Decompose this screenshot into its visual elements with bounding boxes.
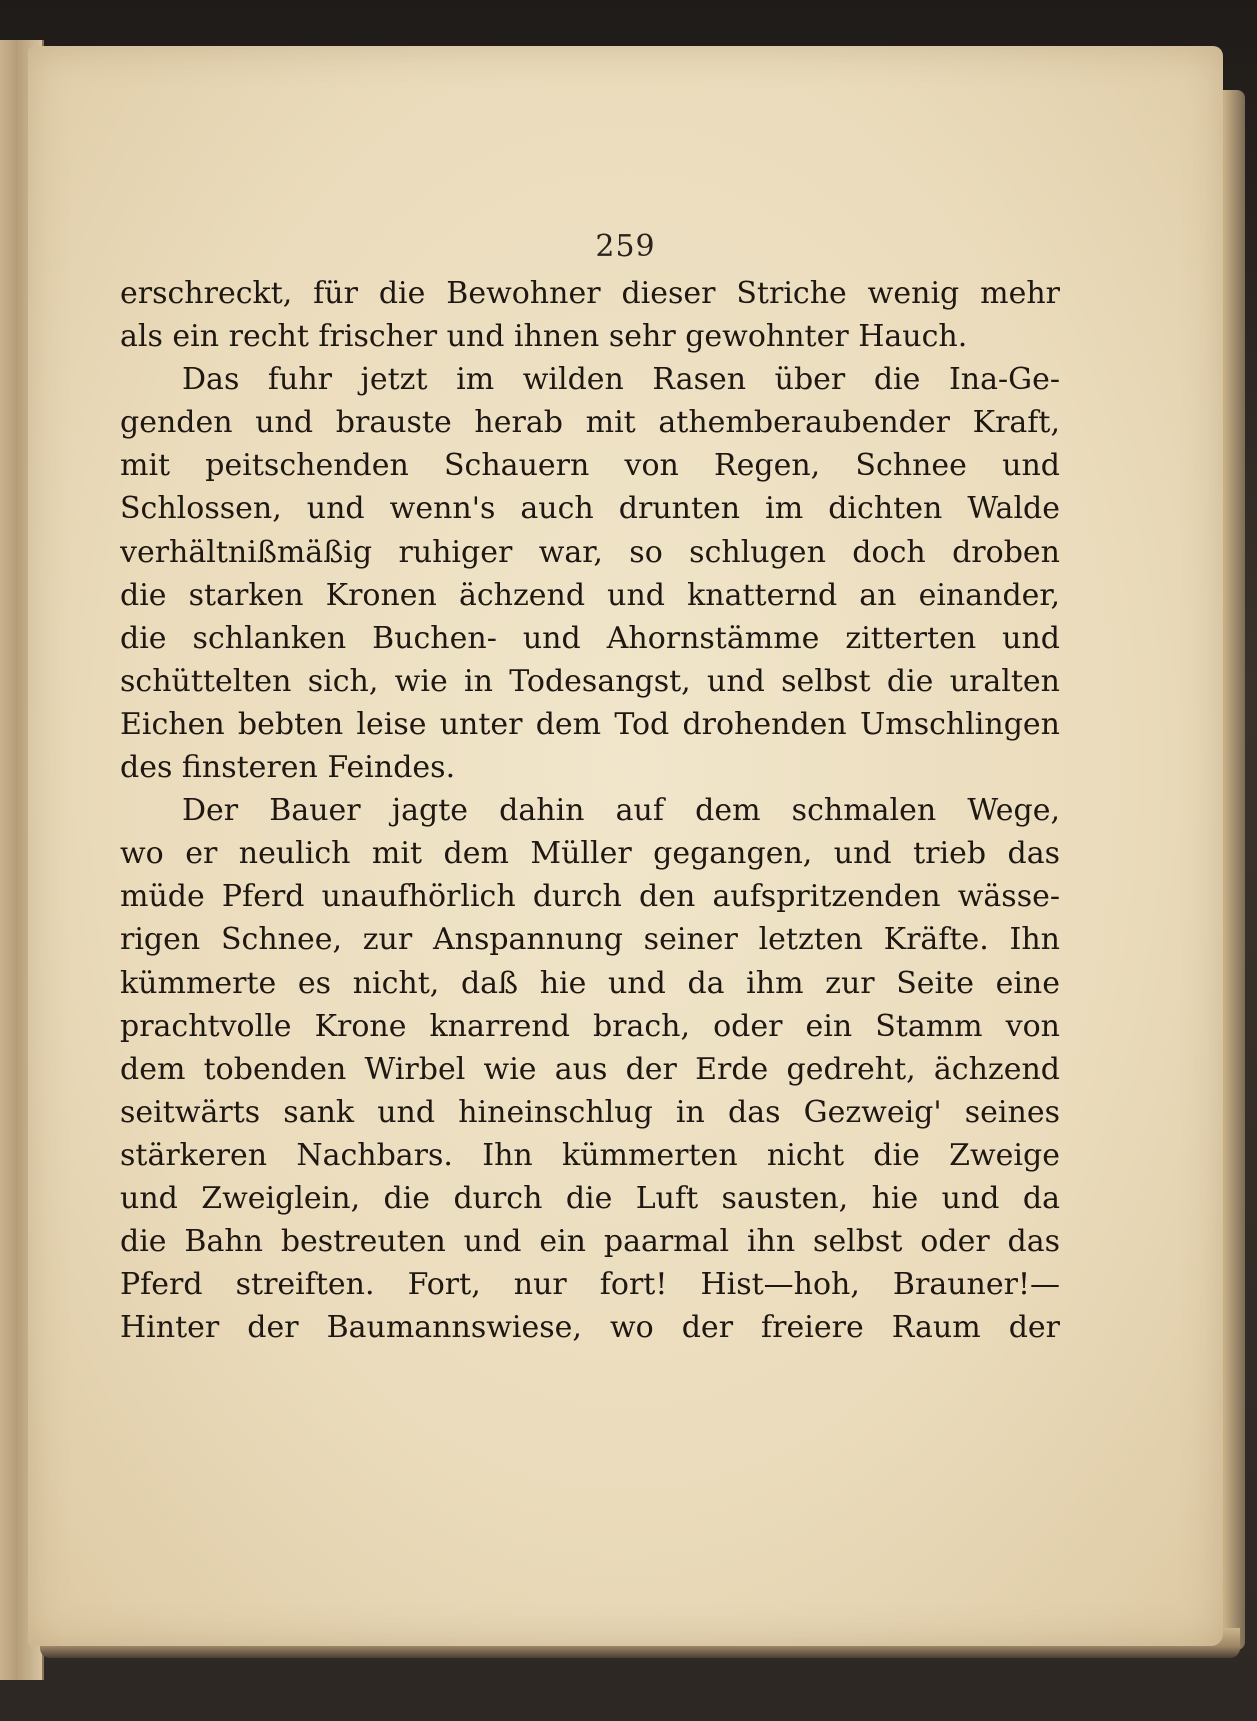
text-line: wo er neulich mit dem Müller gegangen, und trieb das: [120, 836, 1060, 872]
text-line: dem tobenden Wirbel wie aus der Erde gedreht, ächzend: [120, 1051, 1060, 1087]
body-text: [120, 272, 1060, 1349]
text-line: als ein recht frischer und ihnen sehr gewohnter Hauch.: [120, 319, 968, 355]
text-line: Schlossen, und wenn's auch drunten im dichten Walde: [120, 491, 1060, 527]
text-line: Der Bauer jagte dahin auf dem schmalen Wege,: [182, 793, 1060, 829]
text-line: die schlanken Buchen- und Ahornstämme zitterten und: [120, 620, 1060, 656]
text-line: erschreckt, für die Bewohner dieser Striche wenig mehr: [120, 276, 1060, 311]
text-line: müde Pferd unaufhörlich durch den aufspritzenden wässe-: [120, 879, 1060, 915]
text-line: die Bahn bestreuten und ein paarmal ihn selbst oder das: [120, 1224, 1060, 1260]
text-line: genden und brauste herab mit athemberaubender Kraft,: [120, 405, 1060, 441]
text-line: und Zweiglein, die durch die Luft sausten, hie und da: [120, 1180, 1060, 1216]
text-line: des finsteren Feindes.: [120, 750, 456, 786]
text-line: verhältnißmäßig ruhiger war, so schlugen doch droben: [120, 534, 1060, 570]
text-line: Das fuhr jetzt im wilden Rasen über die Ina-Ge-: [182, 362, 1060, 398]
text-line: seitwärts sank und hineinschlug in das Gezweig' seines: [120, 1094, 1060, 1130]
text-line: schüttelten sich, wie in Todesangst, und selbst die uralten: [120, 663, 1060, 699]
text-line: mit peitschenden Schauern von Regen, Schnee und: [120, 448, 1060, 484]
text-line: Pferd streiften. Fort, nur fort! Hist—hoh, Brauner!—: [120, 1267, 1060, 1303]
text-line: stärkeren Nachbars. Ihn kümmerten nicht die Zweige: [120, 1137, 1060, 1173]
text-line: Hinter der Baumannswiese, wo der freiere Raum der: [120, 1310, 1060, 1346]
page-number: 259: [595, 229, 656, 264]
text-line: rigen Schnee, zur Anspannung seiner letzten Kräfte. Ihn: [120, 922, 1060, 958]
text-line: prachtvolle Krone knarrend brach, oder ein Stamm von: [120, 1008, 1060, 1044]
text-line: die starken Kronen ächzend und knatternd an einander,: [120, 577, 1060, 613]
text-line: Eichen bebten leise unter dem Tod drohenden Umschlingen: [120, 706, 1060, 742]
text-line: kümmerte es nicht, daß hie und da ihm zur Seite eine: [120, 965, 1060, 1001]
